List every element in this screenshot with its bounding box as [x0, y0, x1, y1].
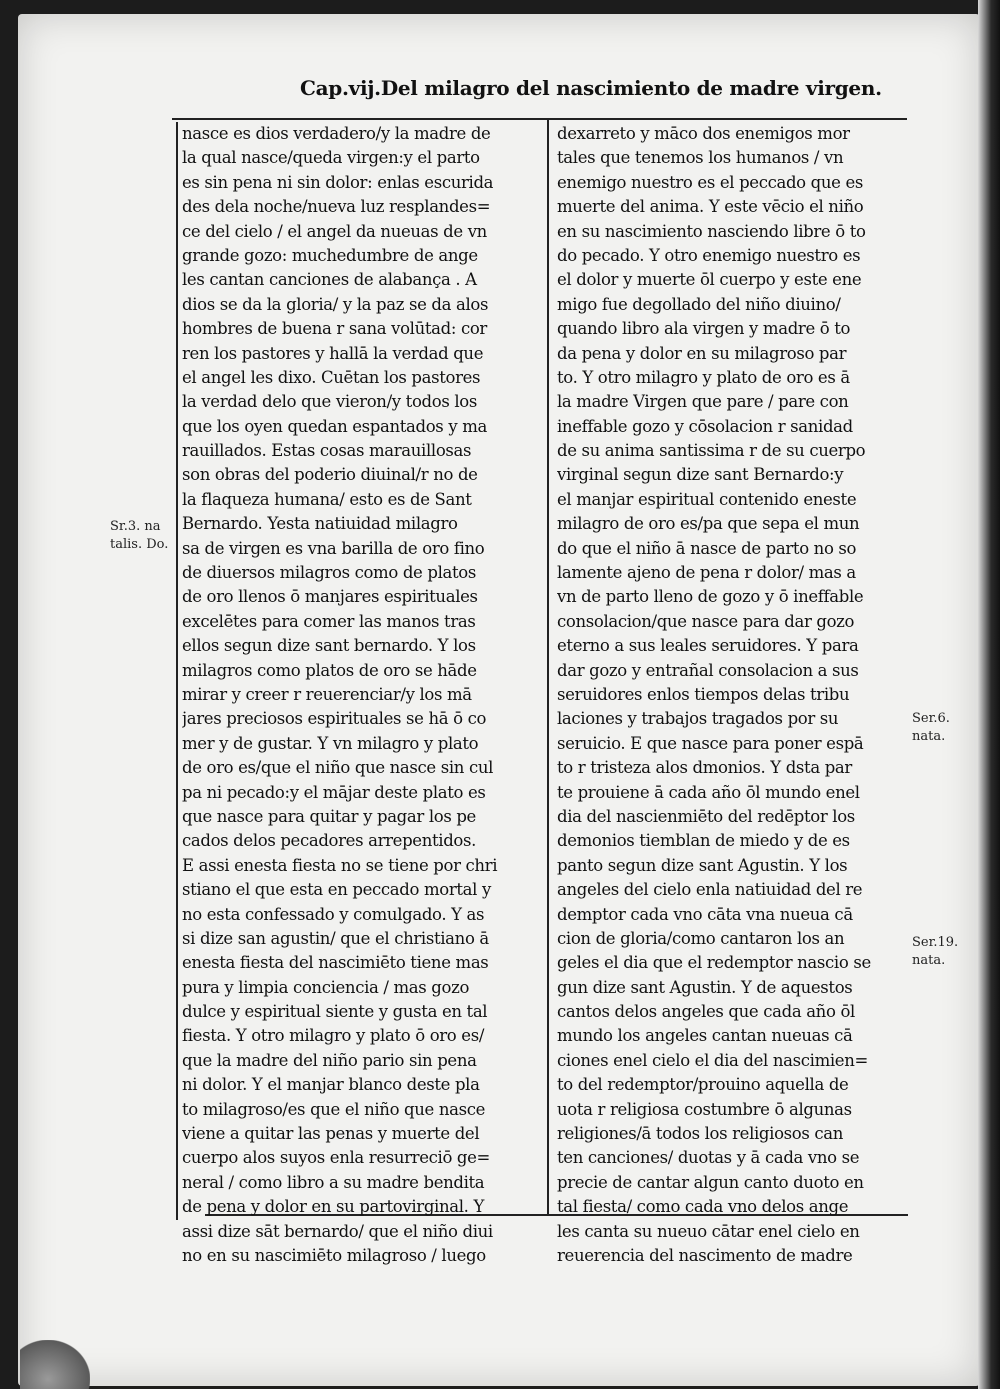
text-line: pa ni pecado:y el mājar deste plato es	[182, 782, 486, 802]
text-line: milagros como platos de oro se hāde	[182, 660, 477, 680]
text-line: assi dize sāt bernardo/ que el niño diui	[182, 1221, 493, 1241]
margin-note-line: Ser.19.	[912, 935, 959, 950]
text-line: jares preciosos espirituales se hā ō co	[182, 709, 487, 729]
text-line: cantos delos angeles que cada año ōl	[557, 1002, 855, 1022]
text-line: da pena y dolor en su milagroso par	[557, 343, 847, 363]
text-line: nasce es dios verdadero/y la madre de	[182, 124, 491, 143]
text-line: es sin pena ni sin dolor: enlas escurida	[182, 172, 494, 192]
text-line: vn de parto lleno de gozo y ō ineffable	[557, 587, 864, 607]
text-line: mer y de gustar. Y vn milagro y plato	[182, 733, 479, 753]
text-line: ren los pastores y hallā la verdad que	[182, 343, 484, 363]
text-line: son obras del poderio diuinal/r no de	[182, 465, 478, 485]
text-line: el angel les dixo. Cuētan los pastores	[182, 367, 481, 387]
text-line: geles el dia que el redemptor nascio se	[557, 953, 871, 973]
text-line: demptor cada vno cāta vna nueua cā	[557, 904, 853, 924]
text-line: eterno a sus leales seruidores. Y para	[557, 636, 859, 656]
text-line: dexarreto y māco dos enemigos mor	[557, 124, 850, 143]
text-line: to del redemptor/prouino aquella de	[557, 1075, 849, 1095]
text-line: stiano el que esta en peccado mortal y	[182, 880, 491, 900]
text-line: des dela noche/nueva luz resplandes=	[182, 197, 491, 217]
text-line: muerte del anima. Y este vēcio el niño	[557, 197, 864, 217]
text-line: no esta confessado y comulgado. Y as	[182, 904, 485, 924]
text-line: ni dolor. Y el manjar blanco deste pla	[182, 1075, 480, 1095]
text-line: ten canciones/ duotas y ā cada vno se	[557, 1148, 860, 1168]
text-line: Bernardo. Yesta natiuidad milagro	[182, 514, 458, 534]
column-divider	[547, 120, 549, 1214]
text-line: cuerpo alos suyos enla resurreciō ge=	[182, 1148, 491, 1168]
text-line: do pecado. Y otro enemigo nuestro es	[557, 245, 861, 265]
text-line: seruidores enlos tiempos delas tribu	[557, 684, 850, 704]
text-line: el manjar espiritual contenido eneste	[557, 489, 857, 509]
text-line: si dize san agustin/ que el christiano ā	[182, 928, 489, 948]
text-line: que la madre del niño pario sin pena	[182, 1050, 477, 1070]
left-rule	[176, 122, 178, 1220]
text-line: la qual nasce/queda virgen:y el parto	[182, 148, 480, 168]
page-edge-shadow	[978, 0, 1000, 1389]
text-line: ce del cielo / el angel da nueuas de vn	[182, 221, 487, 241]
margin-note-left	[110, 518, 168, 554]
text-line: ineffable gozo y cōsolacion r sanidad	[557, 416, 853, 436]
text-line: cion de gloria/como cantaron los an	[557, 928, 845, 948]
text-line: cados delos pecadores arrepentidos.	[182, 831, 476, 851]
text-line: quando libro ala virgen y madre ō to	[557, 319, 851, 339]
text-line: fiesta. Y otro milagro y plato ō oro es/	[182, 1026, 485, 1046]
text-line: mundo los angeles cantan nueuas cā	[557, 1026, 853, 1046]
margin-note-line: nata.	[912, 953, 946, 968]
text-line: de oro es/que el niño que nasce sin cul	[182, 758, 494, 778]
text-line: to milagroso/es que el niño que nasce	[182, 1099, 486, 1119]
text-line: demonios tiemblan de miedo y de es	[557, 831, 850, 851]
text-line: panto segun dize sant Agustin. Y los	[557, 855, 848, 875]
text-line: do que el niño ā nasce de parto no so	[557, 538, 857, 558]
text-line: dia del nascienmiēto del redēptor los	[557, 806, 855, 826]
text-line: religiones/ā todos los religiosos can	[557, 1124, 844, 1144]
text-line: enesta fiesta del nascimiēto tiene mas	[182, 953, 489, 973]
margin-note-line: talis. Do.	[110, 537, 169, 552]
text-line: migo fue degollado del niño diuino/	[557, 294, 841, 314]
text-line: neral / como libro a su madre bendita	[182, 1172, 485, 1192]
text-line: en su nascimiento nasciendo libre ō to	[557, 221, 866, 241]
running-head: Cap.vij.Del milagro del nascimiento de madre virgen.	[300, 76, 882, 100]
margin-note-line: Sr.3. na	[110, 519, 161, 534]
text-line: que nasce para quitar y pagar los pe	[182, 806, 476, 826]
text-line: pura y limpia conciencia / mas gozo	[182, 977, 470, 997]
text-line: les cantan canciones de alabança . A	[182, 270, 477, 290]
text-line: gun dize sant Agustin. Y de aquestos	[557, 977, 853, 997]
text-line: excelētes para comer las manos tras	[182, 611, 476, 631]
text-line: mirar y creer r reuerenciar/y los mā	[182, 684, 472, 704]
text-line: laciones y trabajos tragados por su	[557, 709, 839, 729]
text-line: milagro de oro es/pa que sepa el mun	[557, 514, 860, 534]
text-line: ciones enel cielo el dia del nascimien=	[557, 1050, 868, 1070]
text-line: de pena y dolor en su partovirginal. Y	[182, 1197, 484, 1217]
text-line: ellos segun dize sant bernardo. Y los	[182, 636, 476, 656]
text-line: dios se da la gloria/ y la paz se da alos	[182, 294, 489, 314]
text-line: de su anima santissima r de su cuerpo	[557, 441, 866, 461]
text-line: uota r religiosa costumbre ō algunas	[557, 1099, 852, 1119]
text-line: to. Y otro milagro y plato de oro es ā	[557, 367, 850, 387]
text-line: precie de cantar algun canto duoto en	[557, 1172, 864, 1192]
text-line: E assi enesta fiesta no se tiene por chri	[182, 855, 498, 875]
text-line: que los oyen quedan espantados y ma	[182, 416, 487, 436]
text-line: tales que tenemos los humanos / vn	[557, 148, 844, 168]
text-line: dar gozo y entrañal consolacion a sus	[557, 660, 859, 680]
text-line: rauillados. Estas cosas marauillosas	[182, 441, 472, 461]
text-line: grande gozo: muchedumbre de ange	[182, 245, 478, 265]
right-text-column	[557, 122, 907, 1268]
text-line: tal fiesta/ como cada vno delos ange	[557, 1197, 849, 1217]
text-line: la madre Virgen que pare / pare con	[557, 392, 849, 412]
text-line: la flaqueza humana/ esto es de Sant	[182, 489, 472, 509]
text-line: de diuersos milagros como de platos	[182, 563, 476, 583]
left-text-column	[182, 122, 542, 1268]
text-line: les canta su nueuo cātar enel cielo en	[557, 1221, 860, 1241]
text-line: lamente ajeno de pena r dolor/ mas a	[557, 563, 856, 583]
text-line: seruicio. E que nasce para poner espā	[557, 733, 864, 753]
text-line: dulce y espiritual siente y gusta en tal	[182, 1002, 488, 1022]
margin-note-right-2	[912, 934, 958, 970]
text-line: el dolor y muerte ōl cuerpo y este ene	[557, 270, 862, 290]
text-line: reuerencia del nascimento de madre	[557, 1245, 853, 1265]
margin-note-right-1	[912, 710, 950, 746]
margin-note-line: nata.	[912, 729, 946, 744]
text-line: enemigo nuestro es el peccado que es	[557, 172, 863, 192]
text-line: sa de virgen es vna barilla de oro fino	[182, 538, 485, 558]
text-line: consolacion/que nasce para dar gozo	[557, 611, 855, 631]
margin-note-line: Ser.6.	[912, 711, 950, 726]
text-line: to r tristeza alos dmonios. Y dsta par	[557, 758, 852, 778]
text-line: de oro llenos ō manjares espirituales	[182, 587, 478, 607]
thumb-shadow	[20, 1340, 90, 1389]
text-line: angeles del cielo enla natiuidad del re	[557, 880, 863, 900]
text-line: te prouiene ā cada año ōl mundo enel	[557, 782, 860, 802]
text-line: hombres de buena r sana volūtad: cor	[182, 319, 487, 339]
text-line: viene a quitar las penas y muerte del	[182, 1124, 480, 1144]
text-line: virginal segun dize sant Bernardo:y	[557, 465, 844, 485]
text-line: no en su nascimiēto milagroso / luego	[182, 1245, 486, 1265]
text-line: la verdad delo que vieron/y todos los	[182, 392, 477, 412]
